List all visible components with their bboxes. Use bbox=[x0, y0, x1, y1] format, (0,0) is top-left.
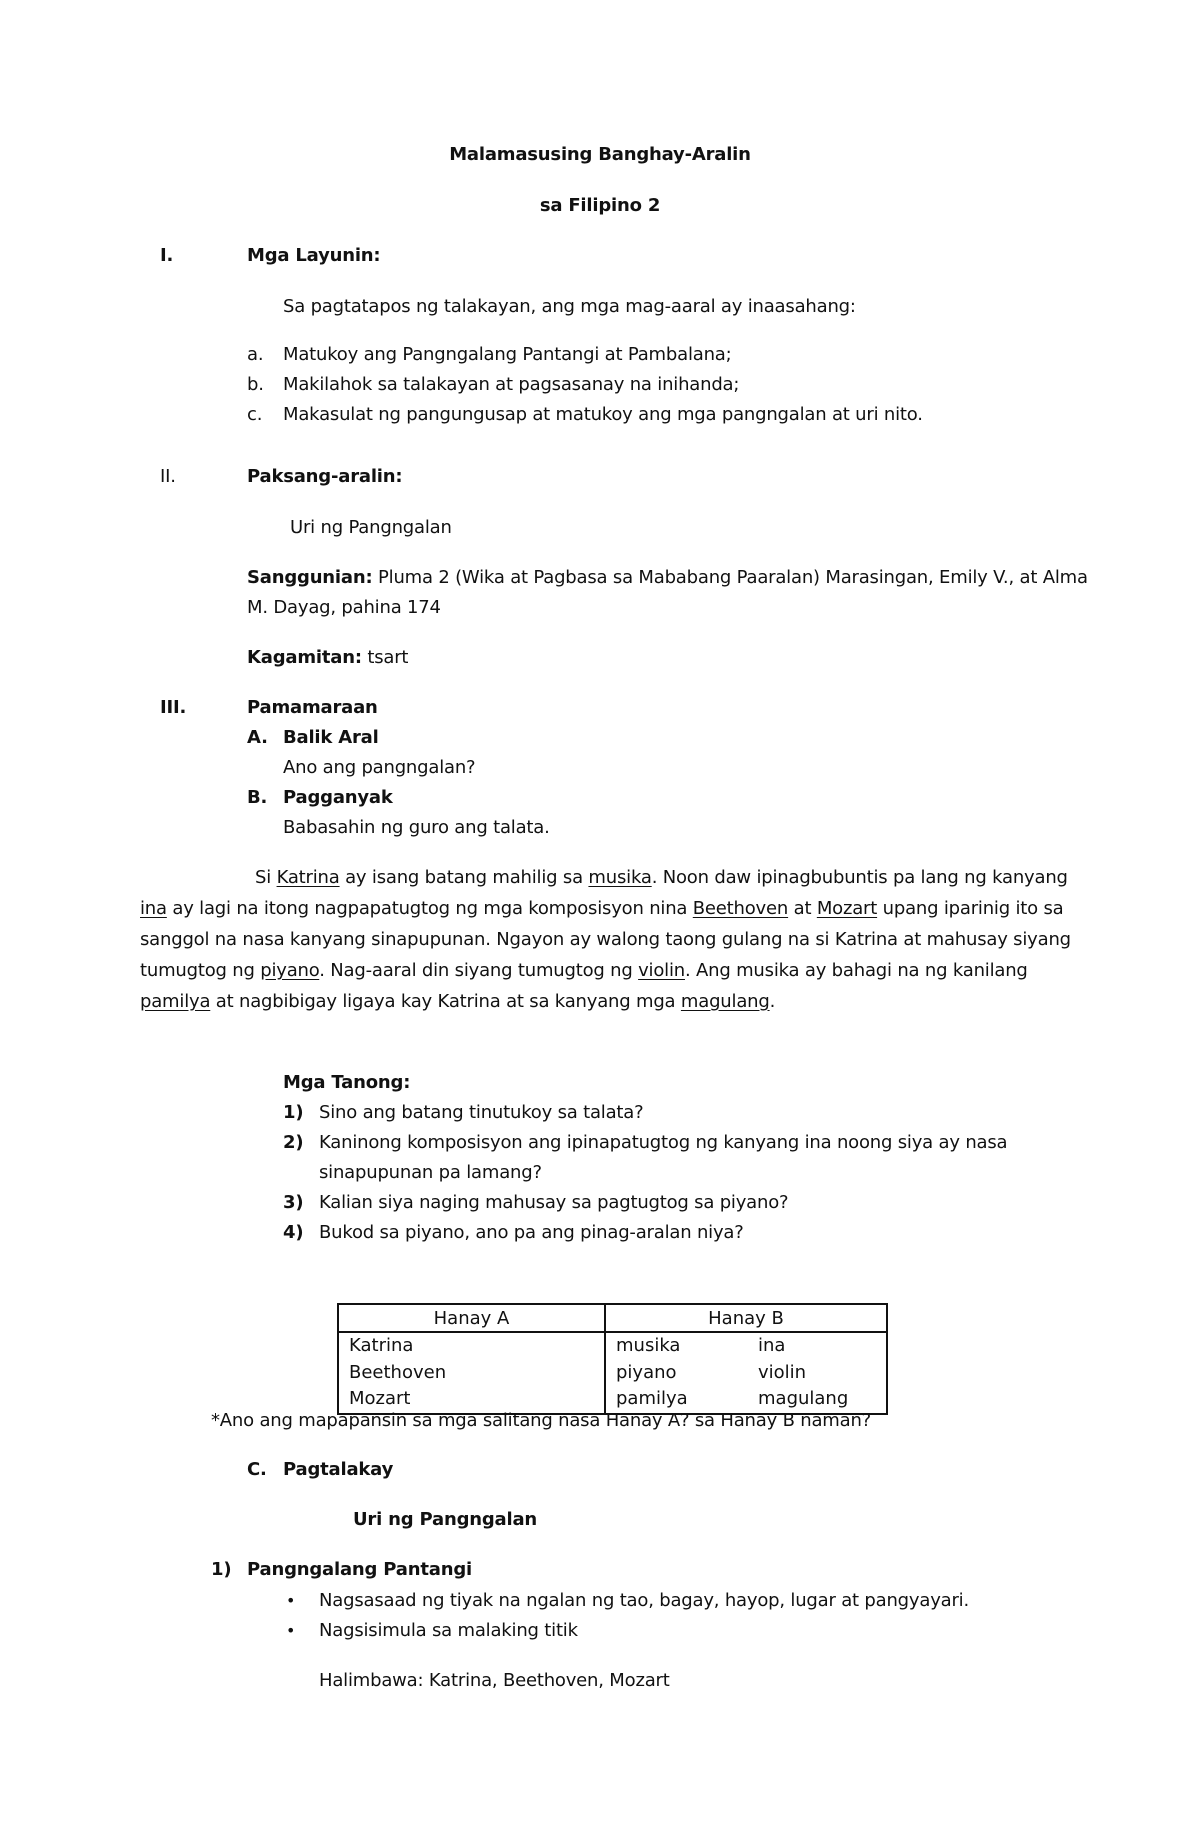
section-2-heading: Paksang-aralin: bbox=[247, 466, 403, 487]
underlined-noun: piyano bbox=[260, 960, 320, 981]
table-cell-value: Beethoven bbox=[349, 1361, 447, 1383]
bullet-icon: • bbox=[286, 1591, 296, 1610]
objective-text: Makilahok sa talakayan at pagsasanay na inihanda; bbox=[283, 374, 740, 395]
question-text: Kalian siya naging mahusay sa pagtugtog sa piyano? bbox=[319, 1192, 789, 1213]
reference-line bbox=[247, 566, 1088, 590]
passage-line: pamilya at nagbibigay ligaya kay Katrina at sa kanyang mga magulang. bbox=[140, 991, 776, 1012]
materials-value: tsart bbox=[367, 647, 409, 668]
question-text: Bukod sa piyano, ano pa ang pinag-aralan niya? bbox=[319, 1222, 744, 1243]
objectives-intro: Sa pagtatapos ng talakayan, ang mga mag-aaral ay inaasahang: bbox=[283, 296, 856, 317]
question-text-continued: sinapupunan pa lamang? bbox=[319, 1162, 542, 1183]
underlined-noun: violin bbox=[638, 960, 685, 981]
underlined-noun: Katrina bbox=[276, 867, 340, 888]
reference-text: Pluma 2 (Wika at Pagbasa sa Mababang Paaralan) Marasingan, Emily V., at Alma bbox=[377, 567, 1088, 588]
table-header-cell: Hanay A bbox=[338, 1304, 605, 1332]
question-number: 3) bbox=[283, 1192, 304, 1213]
section-3-numeral: III. bbox=[160, 697, 187, 718]
passage-line: tumugtog ng piyano. Nag-aaral din siyang tumugtog ng violin. Ang musika ay bahagi na ng kanilang bbox=[140, 960, 1028, 981]
section-1-numeral: I. bbox=[160, 245, 174, 266]
table-header-row bbox=[338, 1304, 887, 1332]
lesson-topic: Uri ng Pangngalan bbox=[290, 517, 452, 538]
underlined-noun: musika bbox=[588, 867, 652, 888]
question-text: Kaninong komposisyon ang ipinapatugtog ng kanyang ina noong siya ay nasa bbox=[319, 1132, 1008, 1153]
document-subtitle: sa Filipino 2 bbox=[539, 195, 661, 216]
table-cell-row bbox=[606, 1360, 886, 1387]
objective-marker: a. bbox=[247, 344, 264, 365]
table-cell-value: Katrina bbox=[349, 1335, 414, 1356]
passage-line: sanggol na nasa kanyang sinapupunan. Ngayon ay walong taong gulang na si Katrina at mahusay siyang bbox=[140, 929, 1071, 950]
underlined-noun: pamilya bbox=[140, 991, 211, 1012]
underlined-noun: Mozart bbox=[816, 898, 878, 919]
subsection-a-text: Ano ang pangngalan? bbox=[283, 757, 476, 778]
table-cell-value: magulang bbox=[758, 1388, 849, 1409]
table-cell-row bbox=[606, 1333, 886, 1360]
hanay-table bbox=[337, 1303, 888, 1415]
question-number: 1) bbox=[283, 1102, 304, 1123]
questions-heading: Mga Tanong: bbox=[283, 1072, 411, 1093]
passage-line: Si Katrina ay isang batang mahilig sa musika. Noon daw ipinagbubuntis pa lang ng kanyang bbox=[255, 867, 1068, 888]
underlined-noun: magulang bbox=[680, 991, 770, 1012]
materials-line bbox=[247, 646, 408, 670]
objective-marker: b. bbox=[247, 374, 264, 395]
table-cell-value: ina bbox=[758, 1335, 786, 1356]
section-1-heading: Mga Layunin: bbox=[247, 245, 381, 266]
materials-label: Kagamitan: bbox=[247, 647, 362, 668]
subsection-a-heading: Balik Aral bbox=[283, 727, 379, 748]
table-cell-value: pamilya bbox=[616, 1388, 688, 1409]
reference-label: Sanggunian: bbox=[247, 567, 373, 588]
question-number: 4) bbox=[283, 1222, 304, 1243]
discussion-item-number: 1) bbox=[211, 1559, 232, 1580]
discussion-item-heading: Pangngalang Pantangi bbox=[247, 1559, 472, 1580]
objective-text: Makasulat ng pangungusap at matukoy ang mga pangngalan at uri nito. bbox=[283, 404, 923, 425]
table-cell-hanay-a bbox=[338, 1332, 605, 1414]
example-line: Halimbawa: Katrina, Beethoven, Mozart bbox=[319, 1670, 670, 1691]
table-cell-value: piyano bbox=[616, 1361, 677, 1383]
document-title: Malamasusing Banghay-Aralin bbox=[449, 144, 751, 165]
bullet-icon: • bbox=[286, 1621, 296, 1640]
subsection-a-marker: A. bbox=[247, 727, 268, 748]
subsection-b-heading: Pagganyak bbox=[283, 787, 393, 808]
objective-text: Matukoy ang Pangngalang Pantangi at Pambalana; bbox=[283, 344, 732, 365]
question-number: 2) bbox=[283, 1132, 304, 1153]
section-2-numeral: II. bbox=[160, 466, 176, 487]
table-note: *Ano ang mapapansin sa mga salitang nasa Hanay A? sa Hanay B naman? bbox=[211, 1410, 872, 1431]
passage-line: ina ay lagi na itong nagpapatugtog ng mga komposisyon nina Beethoven at Mozart upang iparinig ito sa bbox=[140, 898, 1064, 919]
table-cell-value: violin bbox=[758, 1361, 807, 1383]
table-header-cell: Hanay B bbox=[605, 1304, 887, 1332]
underlined-noun: Beethoven bbox=[692, 898, 789, 919]
discussion-subheading: Uri ng Pangngalan bbox=[353, 1509, 538, 1530]
table-row bbox=[338, 1332, 887, 1414]
subsection-b-marker: B. bbox=[247, 787, 268, 808]
table-cell-hanay-b bbox=[605, 1332, 887, 1414]
question-text: Sino ang batang tinutukoy sa talata? bbox=[319, 1102, 644, 1123]
bullet-text: Nagsisimula sa malaking titik bbox=[319, 1620, 578, 1641]
subsection-b-text: Babasahin ng guro ang talata. bbox=[283, 817, 550, 838]
subsection-c-marker: C. bbox=[247, 1459, 267, 1480]
section-3-heading: Pamamaraan bbox=[247, 697, 378, 718]
bullet-text: Nagsasaad ng tiyak na ngalan ng tao, bagay, hayop, lugar at pangyayari. bbox=[319, 1590, 969, 1611]
subsection-c-heading: Pagtalakay bbox=[283, 1459, 394, 1480]
reference-text-continued: M. Dayag, pahina 174 bbox=[247, 597, 441, 618]
objective-marker: c. bbox=[247, 404, 263, 425]
underlined-noun: ina bbox=[140, 898, 167, 919]
table-cell-value: musika bbox=[616, 1335, 681, 1356]
table-cell-value: Mozart bbox=[349, 1388, 411, 1409]
